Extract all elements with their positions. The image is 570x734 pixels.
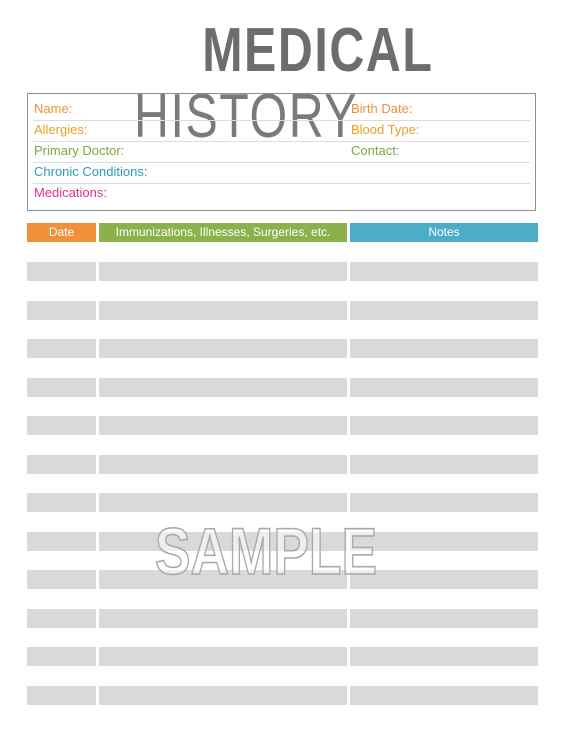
row-notes-cell[interactable] xyxy=(350,262,538,281)
row-date-cell[interactable] xyxy=(27,609,96,628)
row-notes-cell[interactable] xyxy=(350,416,538,435)
contact-label: Contact: xyxy=(351,143,400,158)
info-row-chronic xyxy=(33,162,530,184)
patient-info-box xyxy=(27,93,536,211)
row-immunizations-cell[interactable] xyxy=(99,378,347,397)
row-notes-cell[interactable] xyxy=(350,455,538,474)
medications-label: Medications: xyxy=(34,185,107,200)
birth-date-label: Birth Date: xyxy=(351,101,413,116)
row-date-cell[interactable] xyxy=(27,416,96,435)
row-immunizations-cell[interactable] xyxy=(99,339,347,358)
name-label: Name: xyxy=(34,101,73,116)
header-notes: Notes xyxy=(350,223,538,242)
title-bold: MEDICAL xyxy=(201,16,434,85)
row-date-cell[interactable] xyxy=(27,493,96,512)
sample-watermark xyxy=(152,514,380,588)
header-date: Date xyxy=(27,223,96,242)
primary-doctor-label: Primary Doctor: xyxy=(34,143,125,158)
blood-type-label: Blood Type: xyxy=(351,122,420,137)
row-date-cell[interactable] xyxy=(27,455,96,474)
allergies-label: Allergies: xyxy=(34,122,88,137)
row-notes-cell[interactable] xyxy=(350,301,538,320)
row-immunizations-cell[interactable] xyxy=(99,609,347,628)
row-immunizations-cell[interactable] xyxy=(99,493,347,512)
row-notes-cell[interactable] xyxy=(350,339,538,358)
row-immunizations-cell[interactable] xyxy=(99,262,347,281)
row-date-cell[interactable] xyxy=(27,532,96,551)
info-row-doctor xyxy=(33,141,530,163)
row-immunizations-cell[interactable] xyxy=(99,647,347,666)
row-date-cell[interactable] xyxy=(27,339,96,358)
row-immunizations-cell[interactable] xyxy=(99,301,347,320)
row-immunizations-cell[interactable] xyxy=(99,455,347,474)
row-notes-cell[interactable] xyxy=(350,686,538,705)
info-row-medications xyxy=(33,183,530,204)
info-row-allergies xyxy=(33,120,530,142)
chronic-conditions-label: Chronic Conditions: xyxy=(34,164,148,179)
row-date-cell[interactable] xyxy=(27,686,96,705)
row-immunizations-cell[interactable] xyxy=(99,416,347,435)
row-date-cell[interactable] xyxy=(27,301,96,320)
row-date-cell[interactable] xyxy=(27,647,96,666)
row-notes-cell[interactable] xyxy=(350,378,538,397)
header-immunizations: Immunizations, Illnesses, Surgeries, etc. xyxy=(99,223,347,242)
row-notes-cell[interactable] xyxy=(350,609,538,628)
row-immunizations-cell[interactable] xyxy=(99,686,347,705)
info-row-name xyxy=(33,99,530,121)
row-date-cell[interactable] xyxy=(27,378,96,397)
row-date-cell[interactable] xyxy=(27,570,96,589)
watermark-text: SAMPLE xyxy=(155,514,377,588)
row-date-cell[interactable] xyxy=(27,262,96,281)
row-notes-cell[interactable] xyxy=(350,647,538,666)
title-light: HISTORY xyxy=(134,82,359,151)
row-notes-cell[interactable] xyxy=(350,493,538,512)
